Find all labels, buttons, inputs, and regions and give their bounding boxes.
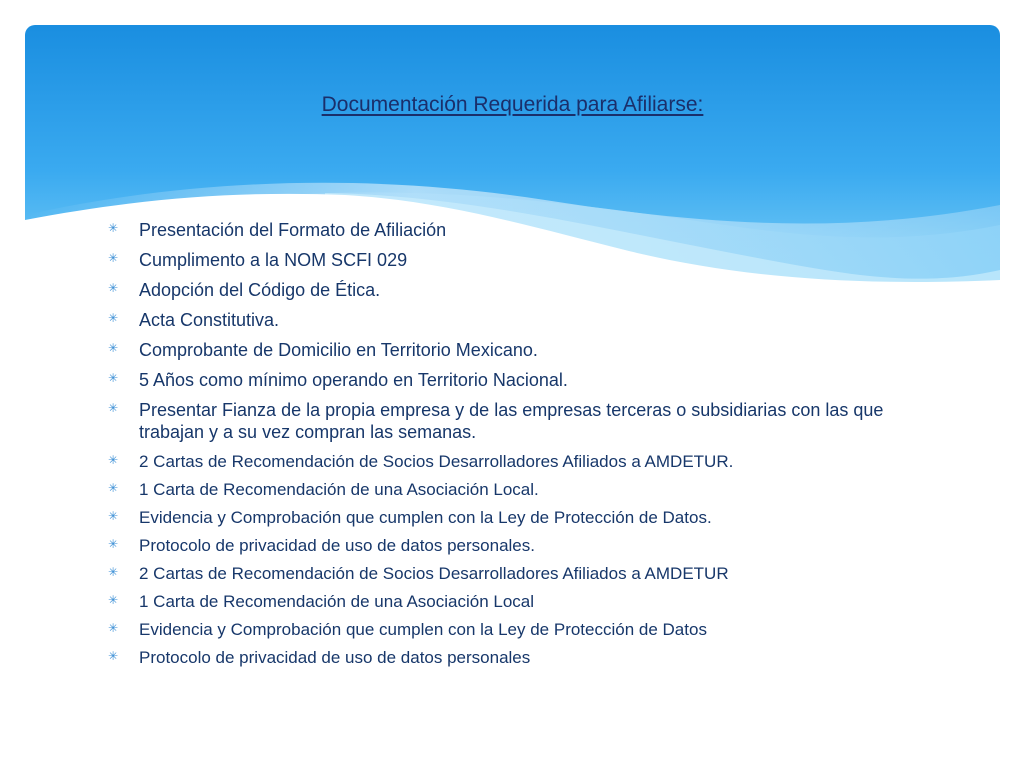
list-item-text: 2 Cartas de Recomendación de Socios Desarrolladores Afiliados a AMDETUR. bbox=[139, 452, 734, 471]
list-item-text: 1 Carta de Recomendación de una Asociación Local. bbox=[139, 480, 539, 499]
asterisk-bullet-icon: ✳ bbox=[107, 621, 119, 635]
asterisk-bullet-icon: ✳ bbox=[107, 401, 119, 415]
list-item bbox=[106, 507, 926, 528]
list-item bbox=[106, 249, 926, 271]
list-item bbox=[106, 563, 926, 584]
list-item bbox=[106, 309, 926, 331]
list-item-text: Protocolo de privacidad de uso de datos personales bbox=[139, 648, 531, 667]
list-item bbox=[106, 535, 926, 556]
list-item-text: Presentación del Formato de Afiliación bbox=[139, 220, 447, 240]
asterisk-bullet-icon: ✳ bbox=[107, 371, 119, 385]
list-item bbox=[106, 339, 926, 361]
asterisk-bullet-icon: ✳ bbox=[107, 341, 119, 355]
asterisk-bullet-icon: ✳ bbox=[107, 453, 119, 467]
list-item-text: Protocolo de privacidad de uso de datos personales. bbox=[139, 536, 535, 555]
list-item-text: 2 Cartas de Recomendación de Socios Desarrolladores Afiliados a AMDETUR bbox=[139, 564, 729, 583]
list-item bbox=[106, 399, 926, 443]
list-item bbox=[106, 591, 926, 612]
list-item bbox=[106, 279, 926, 301]
slide-title: Documentación Requerida para Afiliarse: bbox=[321, 93, 704, 116]
list-item-text: Cumplimento a la NOM SCFI 029 bbox=[139, 250, 408, 270]
list-item bbox=[106, 479, 926, 500]
list-item-text: Evidencia y Comprobación que cumplen con la Ley de Protección de Datos. bbox=[139, 508, 712, 527]
list-item-text: Evidencia y Comprobación que cumplen con la Ley de Protección de Datos bbox=[139, 620, 707, 639]
list-item-text: Presentar Fianza de la propia empresa y de las empresas terceras o subsidiarias con las que trabajan y a su vez compran las semanas. bbox=[139, 400, 884, 442]
list-item bbox=[106, 619, 926, 640]
requirements-list bbox=[106, 219, 926, 675]
asterisk-bullet-icon: ✳ bbox=[107, 251, 119, 265]
asterisk-bullet-icon: ✳ bbox=[107, 649, 119, 663]
list-item bbox=[106, 451, 926, 472]
list-item-text: Adopción del Código de Ética. bbox=[139, 280, 381, 300]
asterisk-bullet-icon: ✳ bbox=[107, 565, 119, 579]
asterisk-bullet-icon: ✳ bbox=[107, 481, 119, 495]
asterisk-bullet-icon: ✳ bbox=[107, 509, 119, 523]
list-item bbox=[106, 219, 926, 241]
list-item-text: 1 Carta de Recomendación de una Asociación Local bbox=[139, 592, 535, 611]
asterisk-bullet-icon: ✳ bbox=[107, 593, 119, 607]
list-item-text: Comprobante de Domicilio en Territorio Mexicano. bbox=[139, 340, 538, 360]
asterisk-bullet-icon: ✳ bbox=[107, 311, 119, 325]
asterisk-bullet-icon: ✳ bbox=[107, 221, 119, 235]
list-item-text: 5 Años como mínimo operando en Territorio Nacional. bbox=[139, 370, 568, 390]
asterisk-bullet-icon: ✳ bbox=[107, 281, 119, 295]
list-item-text: Acta Constitutiva. bbox=[139, 310, 280, 330]
asterisk-bullet-icon: ✳ bbox=[107, 537, 119, 551]
list-item bbox=[106, 647, 926, 668]
list-item bbox=[106, 369, 926, 391]
